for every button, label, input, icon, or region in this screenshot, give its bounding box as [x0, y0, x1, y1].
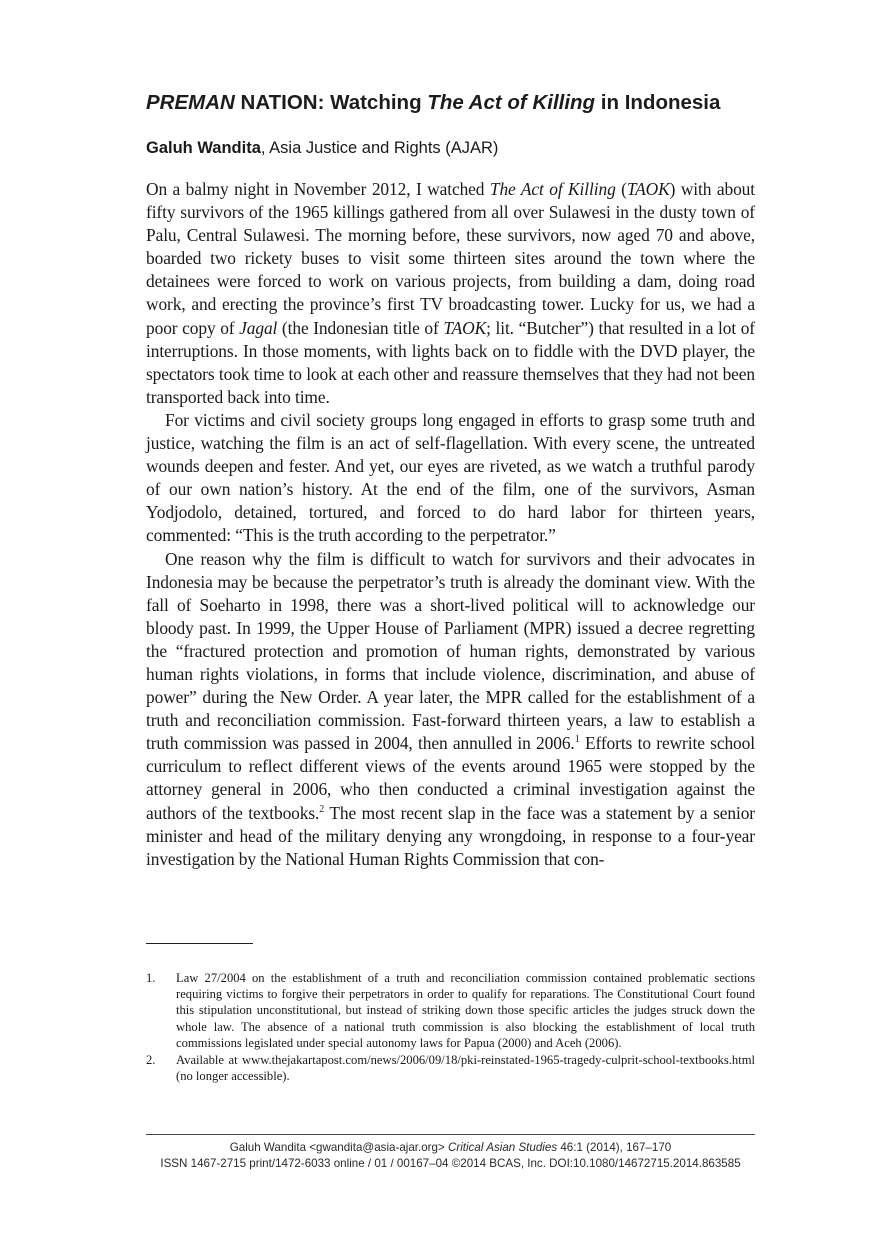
title-film-name: The Act of Killing	[427, 91, 596, 114]
footnote-2	[146, 1052, 755, 1084]
paragraph-1-text-e: ) with about fifty survivors of the 1965 killings gathered from all over Sulawesi in the dusty town of Palu, Central Sulawesi. The morning before, these survivors, now aged 70 and above, boarded two rickety buses to visit some thirteen sites around the town where the detainees were forced to work on various projects, from building a dam, doing road work, and erecting the province’s first TV broadcasting tower. Lucky for us, we had a poor copy of	[146, 179, 755, 338]
paragraph-1-text-i: ; lit. “Butcher”) that resulted in a lot of interruptions. In those moments, with lights back on to fiddle with the DVD player, the spectators took time to look at each other and reassure themselves that they had not been transported back into time.	[146, 317, 755, 407]
taok-abbrev-italic-2: TAOK	[443, 317, 487, 338]
paragraph-3	[146, 548, 755, 871]
journal-name: Critical Asian Studies	[448, 1141, 558, 1154]
footnote-text: Law 27/2004 on the establishment of a truth and reconciliation commission contained problematic sections requiring victims to forgive their perpetrators in order to qualify for reparations. The Constitutional Court found this stipulation unconstitutional, but instead of striking down those specific articles the judges struck down the whole law. The absence of a national truth commission is also blocking the establishment of local truth commissions legislated under special autonomy laws for Papua (2000) and Aceh (2006).	[176, 971, 755, 1050]
taok-abbrev-italic: TAOK	[626, 179, 670, 199]
paragraph-3-text-c: The most recent slap in the face was a statement by a senior minister and head of the military denying any wrongdoing, in response to a four-year investigation by the National Human Rights Commission that con-	[146, 802, 755, 869]
footnote-1	[146, 970, 755, 1051]
author-line	[146, 137, 498, 159]
paragraph-1-text-c: (	[615, 179, 627, 199]
author-name: Galuh Wandita	[146, 139, 261, 157]
citation-author: Galuh Wandita <gwandita@asia-ajar.org>	[229, 1141, 448, 1154]
footnote-separator	[146, 943, 253, 944]
footnote-number: 2.	[146, 1053, 156, 1068]
citation-volume: 46:1 (2014), 167–170	[557, 1141, 672, 1154]
footnotes	[146, 970, 755, 1085]
paragraph-1	[146, 178, 755, 409]
footnote-ref-2[interactable]: 2	[319, 803, 325, 815]
paragraph-3-text-a: One reason why the film is difficult to watch for survivors and their advocates in Indonesia may be because the perpetrator’s truth is already the dominant view. With the fall of Soeharto in 1998, there was a short-lived political will to acknowledge our bloody past. In 1999, the Upper House of Parliament (MPR) issued a decree regretting the “fractured protection and promotion of human rights, demonstrated by various human rights violations, in forms that include violence, discrimination, and abuse of power” during the New Order. A year later, the MPR called for the establishment of a truth and reconciliation commission. Fast-forward thirteen years, a law to establish a truth commission was passed in 2004, then annulled in 2006.	[146, 548, 755, 754]
publication-footer	[146, 1140, 755, 1172]
title-preman: PREMAN	[146, 91, 235, 114]
title-nation: NATION: Watching	[234, 91, 428, 114]
paragraph-2: For victims and civil society groups long engaged in efforts to grasp some truth and justice, watching the film is an act of self-flagellation. With every scene, the untreated wounds deepen and fester. And yet, our eyes are riveted, as we watch a truthful parody of our own nation’s history. At the end of the film, one of the survivors, Asman Yodjodolo, detained, tortured, and forced to do hard labor for thirteen years, commented: “This is the truth according to the perpetrator.”	[146, 409, 755, 546]
film-title-italic: The Act of Killing	[489, 179, 616, 199]
footer-rule	[146, 1134, 755, 1135]
article-title	[146, 90, 766, 116]
paragraph-1-text-a: On a balmy night in November 2012, I watched	[146, 179, 490, 199]
footnote-ref-1[interactable]: 1	[574, 734, 580, 746]
footnote-text: Available at www.thejakartapost.com/news/2006/09/18/pki-reinstated-1965-tragedy-culprit-school-textbooks.html (no longer accessible).	[176, 1053, 755, 1084]
citation-line	[146, 1140, 755, 1156]
jagal-italic: Jagal	[239, 317, 278, 338]
article-body	[146, 178, 755, 871]
paragraph-1-text-g: (the Indonesian title of	[277, 317, 444, 338]
footnote-number: 1.	[146, 971, 156, 985]
title-location: in Indonesia	[595, 91, 721, 114]
paragraph-3-text-b: Efforts to rewrite school curriculum to reflect different views of the events around 1965 were stopped by the attorney general in 2006, who then conducted a criminal investigation against the authors of the textbooks.	[146, 733, 755, 823]
issn-doi-line: ISSN 1467-2715 print/1472-6033 online / 01 / 00167–04 ©2014 BCAS, Inc. DOI:10.1080/14672715.2014.863585	[160, 1157, 741, 1170]
author-affiliation: , Asia Justice and Rights (AJAR)	[260, 139, 499, 157]
